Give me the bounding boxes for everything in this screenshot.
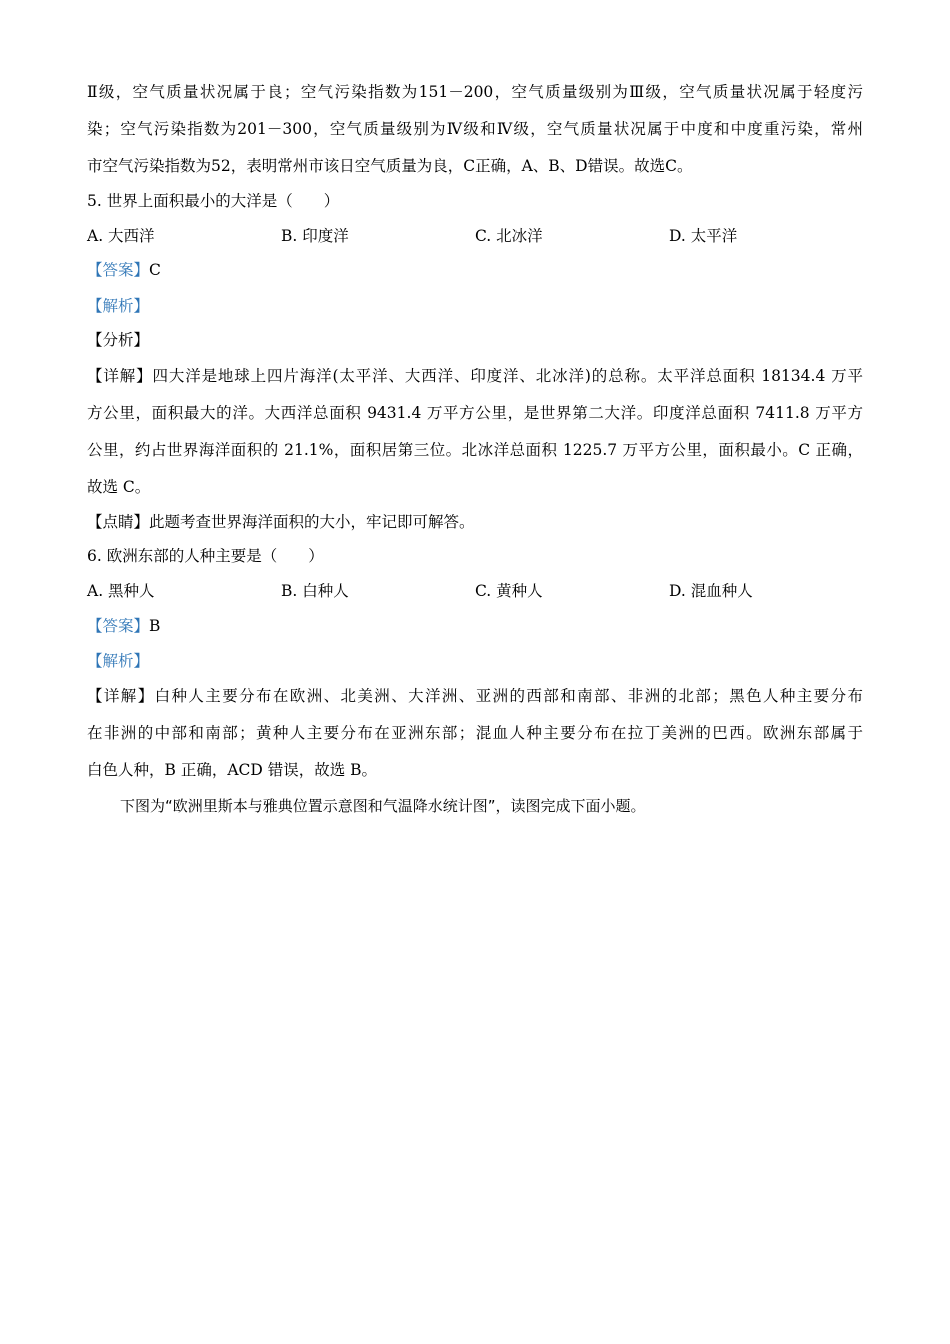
q5-dianjing (87, 512, 475, 532)
q6-options (0, 581, 950, 601)
q6-detail-line-2: 在非洲的中部和南部；黄种人主要分布在亚洲东部；混血人种主要分布在拉丁美洲的巴西。欧洲东部属于 (87, 724, 863, 742)
q5-option-b: B. 印度洋 (281, 227, 349, 245)
q6-answer-tag: 【答案】 (87, 617, 150, 635)
q5-stem: 5. 世界上面积最小的大洋是（ ） (87, 192, 340, 210)
q5-dianjing-text: 此题考查世界海洋面积的大小，牢记即可解答。 (149, 513, 475, 531)
q6-option-a: A. 黑种人 (87, 582, 155, 600)
q5-detail-line-1 (87, 366, 863, 386)
next-questions-intro: 下图为“欧洲里斯本与雅典位置示意图和气温降水统计图”，读图完成下面小题。 (120, 797, 646, 815)
q5-detail-line-4: 故选 C。 (87, 478, 151, 496)
q6-answer-value: B (149, 617, 161, 635)
q5-answer-value: C (149, 261, 161, 279)
q5-detail-line-3: 公里，约占世界海洋面积的 21.1%，面积居第三位。北冰洋总面积 1225.7 万平方公里，面积最小。C 正确， (87, 441, 863, 459)
q5-answer-tag: 【答案】 (87, 261, 150, 279)
q5-detail-line-2: 方公里，面积最大的洋。大西洋总面积 9431.4 万平方公里，是世界第二大洋。印度洋总面积 7411.8 万平方 (87, 404, 863, 422)
q6-detail-line-3: 白色人种，B 正确，ACD 错误，故选 B。 (87, 761, 378, 779)
q6-option-b: B. 白种人 (281, 582, 349, 600)
q6-analysis-tag: 【解析】 (87, 652, 150, 670)
q6-detail-line-1 (87, 686, 863, 706)
q6-detail-text-1: 白种人主要分布在欧洲、北美洲、大洋洲、亚洲的西部和南部、非洲的北部；黑色人种主要分布 (154, 687, 863, 705)
q5-detail-tag: 【详解】 (87, 367, 153, 385)
q5-option-d: D. 太平洋 (669, 227, 738, 245)
q6-detail-tag: 【详解】 (87, 687, 155, 705)
q6-answer (87, 616, 160, 636)
q6-option-d: D. 混血种人 (669, 582, 753, 600)
q5-answer (87, 260, 161, 280)
prev-answer-line-1: Ⅱ级，空气质量状况属于良；空气污染指数为151－200，空气质量级别为Ⅲ级，空气质量状况属于轻度污 (87, 83, 863, 101)
q5-detail-text-1: 四大洋是地球上四片海洋(太平洋、大西洋、印度洋、北冰洋)的总称。太平洋总面积 18134.4 万平 (152, 367, 863, 385)
q5-option-a: A. 大西洋 (87, 227, 155, 245)
prev-answer-line-3: 市空气污染指数为52，表明常州市该日空气质量为良，C正确，A、B、D错误。故选C。 (87, 157, 693, 175)
q5-analysis-tag: 【解析】 (87, 297, 150, 315)
q6-option-c: C. 黄种人 (475, 582, 543, 600)
q6-stem: 6. 欧洲东部的人种主要是（ ） (87, 547, 324, 565)
prev-answer-line-2: 染；空气污染指数为201－300，空气质量级别为Ⅳ级和Ⅳ级，空气质量状况属于中度和中度重污染，常州 (87, 120, 863, 138)
q5-options (0, 226, 950, 246)
q5-fenxi-tag: 【分析】 (87, 331, 150, 349)
q5-dianjing-tag: 【点睛】 (87, 513, 150, 531)
q5-option-c: C. 北冰洋 (475, 227, 543, 245)
